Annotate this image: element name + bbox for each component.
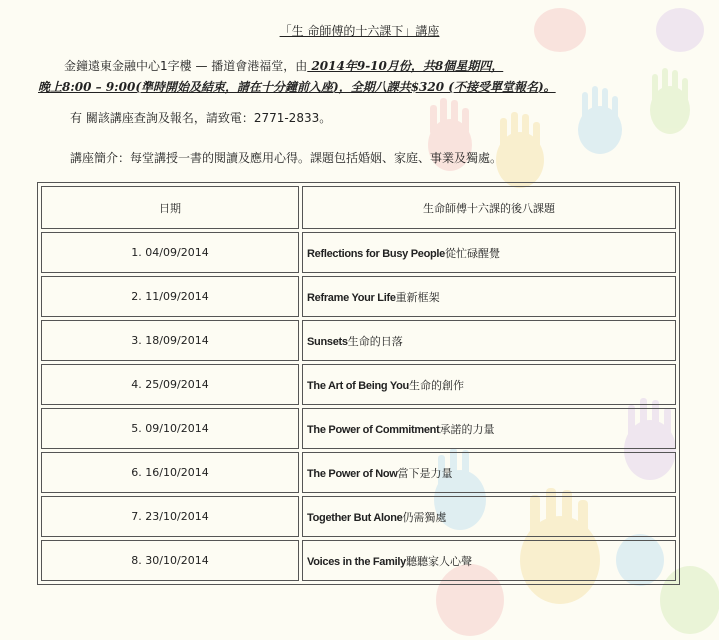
table-row xyxy=(41,232,676,273)
row-topic: The Art of Being You生命的創作 xyxy=(302,364,676,405)
table-row xyxy=(41,276,676,317)
table-header-row xyxy=(41,186,676,229)
row-topic: Voices in the Family聽聽家人心聲 xyxy=(302,540,676,581)
row-topic: Together But Alone仍需獨處 xyxy=(302,496,676,537)
contact-info: 有 關該講座查詢及報名，請致電：2771-2833。 xyxy=(70,111,332,125)
row-date: 5. 09/10/2014 xyxy=(41,408,299,449)
table-row xyxy=(41,408,676,449)
header-topic: 生命師傅十六課的後八課題 xyxy=(302,186,676,229)
table-row xyxy=(41,496,676,537)
row-date: 2. 11/09/2014 xyxy=(41,276,299,317)
course-summary: 講座簡介：每堂講授一書的閱讀及應用心得。課題包括婚姻、家庭、事業及獨處。 xyxy=(70,151,503,165)
row-topic: The Power of Commitment承諾的力量 xyxy=(302,408,676,449)
table-row xyxy=(41,452,676,493)
row-date: 4. 25/09/2014 xyxy=(41,364,299,405)
page-title: 「生 命師傅的十六課下」講座 xyxy=(279,24,440,38)
header-date: 日期 xyxy=(41,186,299,229)
table-row xyxy=(41,540,676,581)
intro-line-2: 晚上8:00 – 9:00(準時開始及結束，請在十分鐘前入座)，全期八課共$320 (不接受單堂報名)。 xyxy=(38,80,556,94)
row-date: 3. 18/09/2014 xyxy=(41,320,299,361)
intro-line-1: 金鐘遠東金融中心1字樓 — 播道會港福堂，由 2014年9-10月份，共8個星期四， xyxy=(64,59,504,73)
table-row xyxy=(41,320,676,361)
schedule-table xyxy=(37,182,680,585)
table-row xyxy=(41,364,676,405)
row-topic: Reflections for Busy People從忙碌醒覺 xyxy=(302,232,676,273)
row-date: 6. 16/10/2014 xyxy=(41,452,299,493)
row-date: 7. 23/10/2014 xyxy=(41,496,299,537)
row-topic: The Power of Now當下是力量 xyxy=(302,452,676,493)
row-topic: Reframe Your Life重新框架 xyxy=(302,276,676,317)
row-topic: Sunsets生命的日落 xyxy=(302,320,676,361)
row-date: 1. 04/09/2014 xyxy=(41,232,299,273)
row-date: 8. 30/10/2014 xyxy=(41,540,299,581)
